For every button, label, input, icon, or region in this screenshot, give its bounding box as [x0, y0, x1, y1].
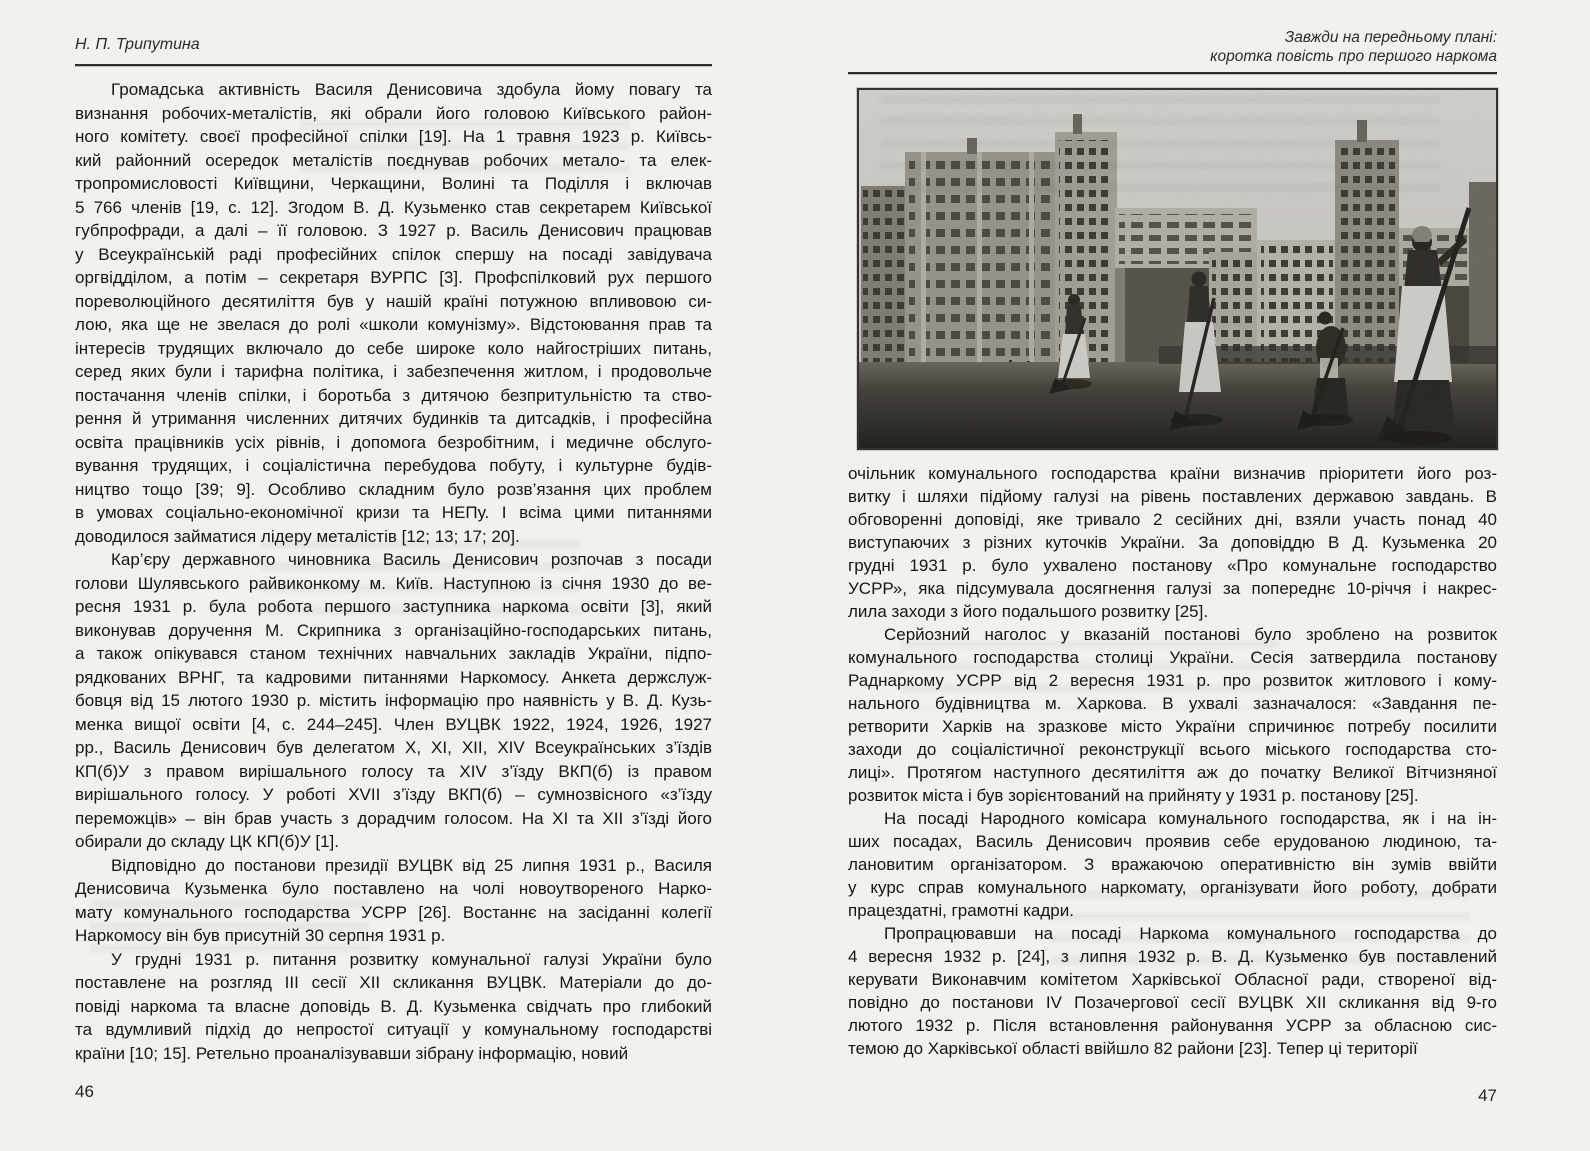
text-line: заходи до соціалістичної реконструкції всього міського господарства сто- — [848, 740, 1497, 759]
text-line: лановитим організатором. З вражаючою оперативністю він зумів ввійти — [848, 855, 1497, 874]
text-line: ного комітету. своєї професійної спілки [19]. На 1 травня 1923 р. Київсь- — [75, 127, 712, 146]
text-line: виконував доручення М. Скрипника з організаційно-господарських питань, — [75, 620, 712, 640]
photo-kharkiv-derzhprom-sweepers — [859, 90, 1496, 448]
running-header-right-line2: коротка повість про першого наркома — [1210, 48, 1497, 65]
text-line: оргвідділом, а потім – секретаря ВУРПС [3]. Профспілковий рух першого — [75, 268, 712, 287]
text-line: Відповідно до постанови президії ВУЦВК від 25 липня 1931 р., Василя — [111, 855, 712, 875]
text-line: лою, яка ще не звелася до ролі «школи комунізму». Відстоювання прав та — [75, 315, 712, 334]
text-line: КП(б)У з правом вирішального голосу та XIV з’їзду ВКП(б) із правом — [75, 761, 712, 781]
text-line: УСРР», яка підсумувала досягнення галузі за попереднє 10-річчя і накрес- — [848, 579, 1497, 598]
text-line: країни [10; 15]. Ретельно проаналізувавши зібрану інформацію, новий — [75, 1043, 629, 1063]
text-line: ретворити Харків на зразкове місто України спричинює потребу посилити — [848, 717, 1497, 736]
text-line: переможців» – він брав участь з дорадчим голосом. На XI та XII з’їзді його — [75, 808, 712, 828]
text-line: повідно до постанови IV Позачергової сесії ВУЦВК XII скликання від 9-го — [848, 993, 1497, 1012]
paragraph — [75, 78, 712, 548]
text-line: лила заходи з його подальшого розвитку [25]. — [848, 602, 1209, 621]
text-line: ших посадах, Василь Денисович проявив себе ерудованою людиною, та- — [848, 832, 1497, 851]
text-line: нального будівництва м. Харкова. В ухвалі зазначалося: «Завдання пе- — [848, 694, 1497, 713]
paragraph — [75, 548, 712, 854]
page-number-right: 47 — [1478, 1086, 1497, 1105]
text-line: темою до Харківської області ввійшло 82 райони [23]. Тепер ці території — [848, 1039, 1418, 1058]
text-line: у курс справ комунального наркомату, організувати його роботу, добрати — [848, 878, 1497, 897]
text-line: вирішального голосу. У роботі XVII з’їзду ВКП(б) – сумнозвісного «з’їзду — [75, 785, 712, 804]
text-line: серед яких були і тарифна політика, і забезпечення житлом, і продовольче — [75, 362, 712, 381]
text-line: виступаючих з різних куточків України. За доповіддю В Д. Кузьменка 20 — [848, 533, 1497, 552]
text-line: Кар’єру державного чиновника Василь Денисович розпочав з посади — [111, 550, 712, 569]
paragraph — [848, 462, 1497, 623]
paragraph — [75, 854, 712, 948]
running-header-left: Н. П. Трипутина — [75, 36, 200, 53]
text-line: лиці». Протягом наступного десятиліття аж до початку Великої Вітчизняної — [848, 763, 1497, 782]
text-line: Громадська активність Василя Денисовича здобула йому повагу та — [111, 80, 712, 99]
text-line: Раднаркому УСРР від 2 вересня 1931 р. про розвиток житлового і кому- — [848, 671, 1497, 690]
text-line: в умовах соціально-економічної кризи та НЕПу. І всіма цими питаннями — [75, 503, 712, 522]
text-line: повіді наркома та власне доповідь В. Д. Кузьменка свідчать про глибокий — [75, 996, 712, 1016]
body-text-right — [848, 462, 1497, 1060]
text-line: тропромисловості Київщини, Черкащини, Волині та Поділля і включав — [75, 174, 712, 193]
text-line: витку і шляхи підйому галузі на рівень поставлених державою завдань. В — [848, 487, 1497, 506]
text-line: На посаді Народного комісара комунального господарства, як і на ін- — [884, 809, 1497, 828]
text-line: У грудні 1931 р. питання розвитку комунальної галузі України було — [111, 949, 712, 969]
text-line: 5 766 членів [19, с. 12]. Згодом В. Д. Кузьменко став секретарем Київської — [75, 197, 712, 217]
text-line: Денисовича Кузьменка було поставлено на чолі новоутвореного Нарко- — [75, 879, 712, 898]
text-line: обирали до складу ЦК КП(б)У [1]. — [75, 832, 340, 851]
text-line: поставлене на розгляд III сесії XII скликання ВУЦВК. Матеріали до до- — [75, 973, 712, 992]
text-line: розвиток міста і був зорієнтований на прийняту у 1931 р. постанову [25]. — [848, 786, 1419, 805]
text-line: Наркомосу він був присутній 30 серпня 1931 р. — [75, 926, 446, 945]
paragraph — [848, 623, 1497, 807]
text-line: кий районний осередок металістів поєднував робочих метало- та елек- — [75, 150, 712, 170]
paragraph — [848, 922, 1497, 1060]
text-line: рр., Василь Денисович був делегатом X, XI, XII, XIV Всеукраїнських з’їздів — [75, 738, 712, 757]
text-line: керувати Виконавчим комітетом Харківської Обласної ради, створеної від- — [848, 970, 1497, 989]
text-line: визнання робочих-металістів, які обрали його головою Київського район- — [75, 103, 712, 123]
text-line: та вдумливий підхід до непростої ситуації у комунальному господарстві — [75, 1020, 712, 1039]
text-line: очільник комунального господарства країни визначив пріоритети його роз- — [848, 464, 1497, 483]
text-line: голови Шулявського райвиконкому м. Київ. Наступною із січня 1930 до ве- — [75, 573, 712, 593]
text-line: ресня 1931 р. була робота першого заступника наркома освіти [3], який — [75, 597, 712, 616]
page-number-left: 46 — [75, 1082, 94, 1101]
text-line: менка вищої освіти [4, с. 244–245]. Член ВУЦВК 1922, 1924, 1926, 1927 — [75, 714, 712, 734]
paragraph — [848, 807, 1497, 922]
header-rule-right — [848, 72, 1497, 74]
text-line: постачання членів спілки, і боротьба з дитячою безпритульністю та ство- — [75, 385, 712, 405]
text-line: пореволюційного десятиліття був у нашій країні потужною впливовою си- — [75, 291, 712, 311]
running-header-right — [848, 28, 1497, 66]
text-line: Пропрацювавши на посаді Наркома комунального господарства до — [884, 924, 1497, 943]
text-line: інтересів трудящих включало до себе широке коло найгостріших питань, — [75, 338, 712, 358]
text-line: доводилося займатися лідеру металістів [12; 13; 17; 20]. — [75, 526, 520, 546]
text-line: мату комунального господарства УСРР [26]. Востаннє на засіданні колегії — [75, 902, 712, 922]
text-line: освіта працівників усіх рівнів, і допомога безробітним, і медичне обслуго- — [75, 432, 712, 452]
text-line: 4 вересня 1932 р. [24], з липня 1932 р. В. Д. Кузьменко був поставлений — [848, 947, 1497, 966]
text-line: комунального господарства столиці України. Сесія затвердила постанову — [848, 648, 1497, 667]
text-line: обговоренні доповіді, яке тривало 2 сесійних дні, взяли участь понад 40 — [848, 510, 1497, 529]
photo-frame — [857, 88, 1498, 450]
text-line: працездатні, грамотні кадри. — [848, 901, 1074, 920]
text-line: у Всеукраїнській раді професійних спілок спершу на посаді завідувача — [75, 244, 712, 264]
text-line: губпрофради, а далі – її головою. З 1927 р. Василь Денисович працював — [75, 221, 712, 240]
text-line: рядкованих ВРНГ, та кадровими питаннями Наркомосу. Анкета держслуж- — [75, 667, 712, 687]
text-line: лютого 1932 р. Після встановлення районування УСРР за обласною сис- — [848, 1016, 1497, 1035]
body-text-left — [75, 78, 712, 1065]
text-line: бовця від 15 лютого 1930 р. містить інформацію про наявність у В. Д. Кузь- — [75, 691, 712, 710]
header-rule-left — [75, 64, 712, 66]
text-line: рення й утримання численних дитячих будинків та дитсадків, і професійна — [75, 409, 712, 428]
paragraph — [75, 948, 712, 1066]
text-line: грудні 1931 р. було ухвалено постанову «Про комунальне господарство — [848, 556, 1497, 575]
text-line: ництво тощо [39; 9]. Особливо складним було розв’язання цих проблем — [75, 479, 712, 499]
running-header-right-line1: Завжди на передньому плані: — [1284, 29, 1497, 46]
text-line: Серйозний наголос у вказаній постанові було зроблено на розвиток — [884, 625, 1497, 644]
text-line: вування трудящих, і соціалістична перебудова побуту, і культурне будів- — [75, 456, 712, 475]
text-line: а також опікувався станом технічних навчальних закладів України, підпо- — [75, 644, 712, 663]
